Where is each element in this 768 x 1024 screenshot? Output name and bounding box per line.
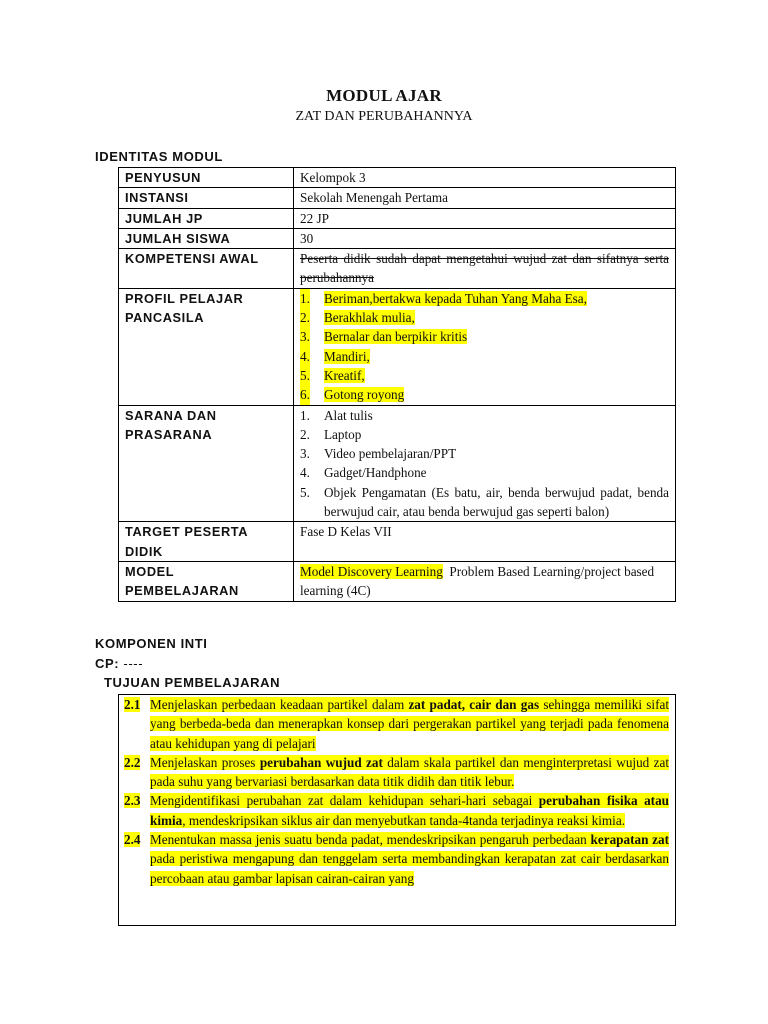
label-line: PRASARANA xyxy=(125,426,213,442)
row-label: INSTANSI xyxy=(119,188,294,208)
row-label xyxy=(119,522,294,562)
list-item xyxy=(119,753,675,792)
label-line: SARANA DAN xyxy=(125,407,217,423)
list-item xyxy=(119,830,675,888)
label-line: PROFIL PELAJAR xyxy=(125,290,244,306)
table-row xyxy=(119,208,676,228)
row-value xyxy=(294,288,676,405)
komponen-heading: KOMPONEN INTI xyxy=(95,636,208,651)
table-row xyxy=(119,188,676,208)
tujuan-heading: TUJUAN PEMBELAJARAN xyxy=(104,675,281,690)
item-number: 2.1 xyxy=(124,697,141,712)
list-item: 3. Video pembelajaran/PPT xyxy=(300,446,457,462)
tujuan-box xyxy=(118,694,676,926)
list-item: 6. Gotong royong xyxy=(300,385,669,404)
list-item: 3. Bernalar dan berpikir kritis xyxy=(300,327,669,346)
identitas-heading: IDENTITAS MODUL xyxy=(95,149,223,164)
label-line: PEMBELAJARAN xyxy=(125,583,239,599)
identitas-table xyxy=(118,167,676,602)
item-number: 2.3 xyxy=(124,793,141,809)
table-row xyxy=(119,561,676,601)
list-item: 5. Kreatif, xyxy=(300,366,669,385)
cp-label: CP: xyxy=(95,656,120,671)
item-text: Menjelaskan proses perubahan wujud zat dalam skala partikel dan menginterpretasi wujud zat pada suhu yang bervariasi berdasarkan data titik didih dan titik lebur. xyxy=(150,754,670,790)
table-row xyxy=(119,288,676,405)
label-line: TARGET PESERTA xyxy=(125,524,249,540)
table-row xyxy=(119,249,676,289)
table-row xyxy=(119,522,676,562)
cp-line xyxy=(95,656,143,671)
label-line: MODEL xyxy=(125,563,175,579)
list-item: 2. Laptop xyxy=(300,426,362,442)
row-label: PENYUSUN xyxy=(119,168,294,188)
row-label xyxy=(119,561,294,601)
highlighted-text: Model Discovery Learning xyxy=(300,563,443,579)
row-label: KOMPETENSI AWAL xyxy=(119,249,294,289)
cp-value: ---- xyxy=(119,656,144,671)
profil-list xyxy=(300,289,669,405)
item-number: 2.4 xyxy=(124,832,141,848)
item-text: Menjelaskan perbedaan keadaan partikel dalam zat padat, cair dan gas sehingga memiliki sifat yang berbeda-beda dan menerapkan konsep dari pergerakan partikel yang terjadi pada fenomena atau kehidupan yang di pelajari xyxy=(150,697,669,751)
row-value: Sekolah Menengah Pertama xyxy=(294,188,676,208)
row-value xyxy=(294,405,676,522)
list-item: 1. Alat tulis xyxy=(300,407,373,423)
label-line: PANCASILA xyxy=(125,310,205,326)
row-value: Fase D Kelas VII xyxy=(294,522,676,562)
list-item: 1. Beriman,bertakwa kepada Tuhan Yang Maha Esa, xyxy=(300,289,669,308)
model-rest-text: Problem Based Learning/project based learning (4C) xyxy=(300,563,658,599)
list-item xyxy=(119,695,675,753)
row-value: 30 xyxy=(294,228,676,248)
list-item: 5. Objek Pengamatan (Es batu, air, benda berwujud padat, benda berwujud cair, atau benda berwujud gas seperti balon) xyxy=(300,484,669,520)
row-label: JUMLAH JP xyxy=(119,208,294,228)
list-item: 4. Mandiri, xyxy=(300,347,669,366)
table-row xyxy=(119,228,676,248)
item-text: Mengidentifikasi perubahan zat dalam kehidupan sehari-hari sebagai perubahan fisika atau kimia, mendeskripsikan siklus air dan menyebutkan tanda-4tanda terjadinya reaksi kimia. xyxy=(150,793,670,828)
table-row xyxy=(119,405,676,522)
row-label xyxy=(119,288,294,405)
table-row xyxy=(119,168,676,188)
document-title: MODUL AJAR xyxy=(326,86,442,105)
row-value: 22 JP xyxy=(294,208,676,228)
label-line: DIDIK xyxy=(125,543,163,559)
row-value-strikethrough: Peserta didik sudah dapat mengetahui wujud zat dan sifatnya serta perubahannya xyxy=(294,249,676,289)
list-item xyxy=(119,791,675,830)
row-value xyxy=(294,561,676,601)
sarana-list xyxy=(300,406,669,522)
item-text: Menentukan massa jenis suatu benda padat, mendeskripsikan pengaruh perbedaan kerapatan zat pada peristiwa mengapung dan tenggelam serta membandingkan kerapatan zat cair berdasarkan percobaan atau gambar lapisan cairan-cairan yang xyxy=(150,832,669,886)
row-label: JUMLAH SISWA xyxy=(119,228,294,248)
item-number: 2.2 xyxy=(124,754,141,770)
row-label xyxy=(119,405,294,522)
document-subtitle: ZAT DAN PERUBAHANNYA xyxy=(295,109,473,124)
list-item: 2. Berakhlak mulia, xyxy=(300,308,669,327)
list-item: 4. Gadget/Handphone xyxy=(300,465,427,481)
row-value: Kelompok 3 xyxy=(294,168,676,188)
